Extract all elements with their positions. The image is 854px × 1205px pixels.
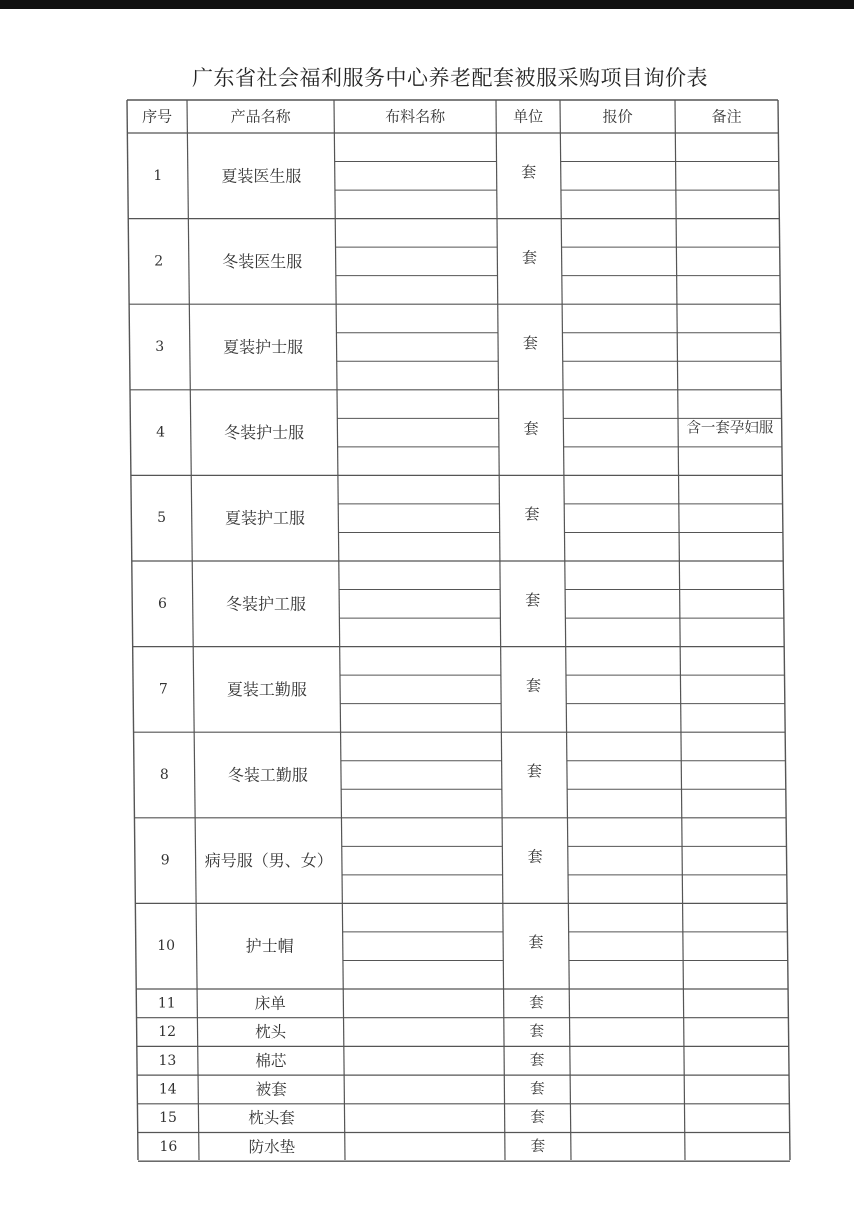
cell-unit: 套 xyxy=(523,419,539,438)
cell-product: 夏装医生服 xyxy=(221,166,302,186)
cell-index: 6 xyxy=(158,595,167,612)
header-price: 报价 xyxy=(602,107,633,126)
header-remark: 备注 xyxy=(711,107,742,126)
column-divider xyxy=(187,100,199,1160)
cell-index: 3 xyxy=(155,339,165,355)
cell-product: 冬装工勤服 xyxy=(227,765,308,785)
cell-product: 冬装护工服 xyxy=(225,594,306,614)
cell-product: 冬装医生服 xyxy=(222,251,303,271)
cell-index: 1 xyxy=(153,167,163,184)
cell-unit: 套 xyxy=(530,1110,545,1127)
cell-product: 枕头 xyxy=(255,1023,287,1042)
cell-product: 防水垫 xyxy=(248,1137,296,1156)
header-product: 产品名称 xyxy=(230,107,291,126)
column-divider xyxy=(496,100,505,1160)
cell-unit: 套 xyxy=(527,847,543,866)
cell-index: 5 xyxy=(157,510,166,527)
cell-product: 夏装护工服 xyxy=(225,508,306,528)
cell-unit: 套 xyxy=(530,1081,545,1098)
column-divider xyxy=(334,100,345,1160)
cell-index: 10 xyxy=(157,938,176,955)
cell-index: 13 xyxy=(158,1052,177,1069)
cell-product: 枕头套 xyxy=(248,1109,295,1128)
cell-unit: 套 xyxy=(528,933,544,952)
cell-index: 4 xyxy=(156,424,166,441)
cell-unit: 套 xyxy=(529,1052,545,1069)
cell-index: 11 xyxy=(157,995,176,1012)
cell-unit: 套 xyxy=(525,590,541,609)
header-fabric: 布料名称 xyxy=(385,107,446,126)
cell-unit: 套 xyxy=(526,762,542,780)
cell-product: 冬装护士服 xyxy=(224,423,305,443)
cell-index: 8 xyxy=(159,767,169,783)
cell-unit: 套 xyxy=(526,676,542,695)
page-title: 广东省社会福利服务中心养老配套被服采购项目询价表 xyxy=(192,66,708,90)
cell-index: 12 xyxy=(158,1024,177,1041)
header-unit: 单位 xyxy=(513,107,544,126)
column-divider xyxy=(778,100,790,1160)
cell-index: 15 xyxy=(159,1110,177,1127)
header-index: 序号 xyxy=(142,107,173,126)
cell-index: 16 xyxy=(159,1138,178,1155)
cell-index: 7 xyxy=(158,681,168,698)
cell-product: 床单 xyxy=(254,994,286,1013)
column-divider xyxy=(675,100,685,1160)
cell-unit: 套 xyxy=(522,248,538,267)
cell-unit: 套 xyxy=(522,334,538,352)
cell-product: 护士帽 xyxy=(245,936,294,956)
cell-index: 9 xyxy=(160,852,170,869)
cell-index: 2 xyxy=(154,253,164,270)
cell-index: 14 xyxy=(158,1081,177,1098)
cell-remark: 含一套孕妇服 xyxy=(686,420,774,437)
cell-unit: 套 xyxy=(529,1024,545,1041)
cell-unit: 套 xyxy=(524,505,540,524)
cell-unit: 套 xyxy=(529,995,544,1012)
column-divider xyxy=(127,100,138,1160)
cell-unit: 套 xyxy=(521,162,537,181)
cell-product: 夏装护士服 xyxy=(223,337,304,357)
cell-product: 被套 xyxy=(255,1080,287,1099)
column-divider xyxy=(560,100,571,1160)
cell-unit: 套 xyxy=(530,1138,546,1155)
cell-product: 棉芯 xyxy=(255,1051,287,1070)
cell-product: 夏装工勤服 xyxy=(226,679,307,699)
cell-product: 病号服（男、女） xyxy=(204,851,333,871)
